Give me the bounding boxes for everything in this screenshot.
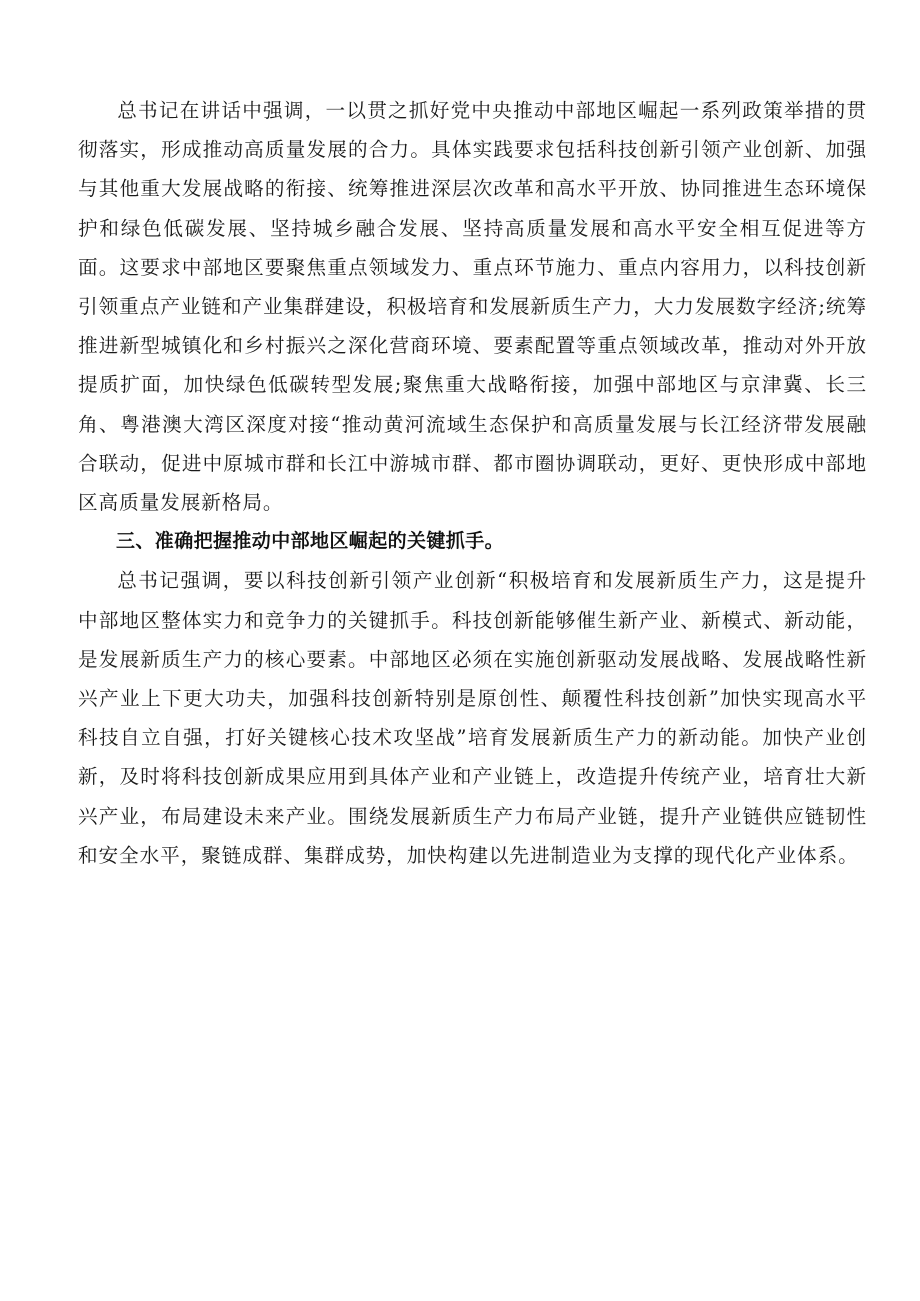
document-body	[78, 91, 867, 875]
section-heading: 三、准确把握推动中部地区崛起的关键抓手。	[116, 530, 505, 553]
paragraph-1: 总书记在讲话中强调，一以贯之抓好党中央推动中部地区崛起一系列政策举措的贯彻落实，形成推动高质量发展的合力。具体实践要求包括科技创新引领产业创新、加强与其他重大发展战略的衔接、统筹推进深层次改革和高水平开放、协同推进生态环境保护和绿色低碳发展、坚持城乡融合发展、坚持高质量发展和高水平安全相互促进等方面。这要求中部地区要聚焦重点领域发力、重点环节施力、重点内容用力，以科技创新引领重点产业链和产业集群建设，积极培育和发展新质生产力，大力发展数字经济;统筹推进新型城镇化和乡村振兴之深化营商环境、要素配置等重点领域改革，推动对外开放提质扩面，加快绿色低碳转型发展;聚焦重大战略衔接，加强中部地区与京津冀、长三角、粤港澳大湾区深度对接“推动黄河流域生态保护和高质量发展与长江经济带发展融合联动，促进中原城市群和长江中游城市群、都市圈协调联动，更好、更快形成中部地区高质量发展新格局。	[78, 99, 867, 515]
paragraph-2: 总书记强调，要以科技创新引领产业创新“积极培育和发展新质生产力，这是提升中部地区整体实力和竞争力的关键抓手。科技创新能够催生新产业、新模式、新动能，是发展新质生产力的核心要素。中部地区必须在实施创新驱动发展战略、发展战略性新兴产业上下更大功夫，加强科技创新特别是原创性、颠覆性科技创新”加快实现高水平科技自立自强，打好关键核心技术攻坚战”培育发展新质生产力的新动能。加快产业创新，及时将科技创新成果应用到具体产业和产业链上，改造提升传统产业，培育壮大新兴产业，布局建设未来产业。围绕发展新质生产力布局产业链，提升产业链供应链韧性和安全水平，聚链成群、集群成势，加快构建以先进制造业为支撑的现代化产业体系。	[78, 569, 867, 867]
